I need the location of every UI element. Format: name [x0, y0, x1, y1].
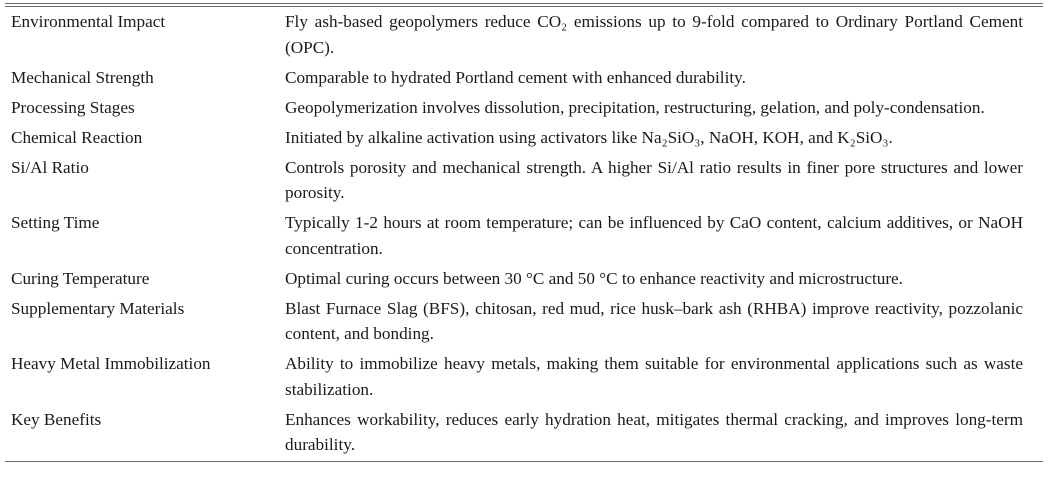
parameter-cell: Curing Temperature	[11, 268, 150, 288]
description-cell: Enhances workability, reduces early hydration heat, mitigates thermal cracking, and improves long-term durability.	[285, 409, 1023, 454]
description-cell: Initiated by alkaline activation using activators like Na₂SiO₃, NaOH, KOH, and K₂SiO₃.	[285, 127, 893, 147]
description-cell: Comparable to hydrated Portland cement with enhanced durability.	[285, 67, 746, 87]
table-row	[5, 7, 1043, 63]
description-cell: Blast Furnace Slag (BFS), chitosan, red mud, rice husk–bark ash (RHBA) improve reactivity, pozzolanic content, and bonding.	[285, 298, 1023, 343]
parameter-cell: Environmental Impact	[11, 12, 166, 31]
properties-table	[5, 0, 1043, 462]
parameter-cell: Heavy Metal Immobilization	[11, 354, 211, 373]
description-cell: Fly ash-based geopolymers reduce CO₂ emissions up to 9-fold compared to Ordinary Portland Cement (OPC).	[285, 12, 1023, 57]
parameter-cell: Si/Al Ratio	[11, 157, 89, 177]
parameter-cell: Key Benefits	[11, 409, 102, 429]
table-top-rule	[5, 3, 1043, 4]
description-cell: Controls porosity and mechanical strength. A higher Si/Al ratio results in finer pore structures and lower porosity.	[285, 157, 1023, 202]
table-bottom-rule	[5, 461, 1043, 462]
table-row	[5, 63, 1043, 93]
table-row	[5, 123, 1043, 153]
table-row	[5, 405, 1043, 461]
description-cell: Geopolymerization involves dissolution, precipitation, restructuring, gelation, and poly-condensation.	[285, 97, 985, 117]
table-row	[5, 264, 1043, 294]
parameter-cell: Chemical Reaction	[11, 127, 143, 147]
parameter-cell: Processing Stages	[11, 97, 135, 117]
table-row	[5, 153, 1043, 209]
description-cell: Ability to immobilize heavy metals, making them suitable for environmental applications such as waste stabilization.	[285, 354, 1023, 399]
parameter-cell: Supplementary Materials	[11, 298, 185, 318]
table-row	[5, 349, 1043, 405]
parameter-cell: Setting Time	[11, 213, 100, 232]
table-row	[5, 93, 1043, 123]
description-cell: Optimal curing occurs between 30 °C and 50 °C to enhance reactivity and microstructure.	[285, 268, 903, 288]
properties-table-body	[5, 7, 1043, 460]
table-row	[5, 208, 1043, 264]
parameter-cell: Mechanical Strength	[11, 67, 154, 87]
description-cell: Typically 1-2 hours at room temperature; can be influenced by CaO content, calcium additives, or NaOH concentration.	[285, 213, 1023, 258]
table-row	[5, 294, 1043, 350]
